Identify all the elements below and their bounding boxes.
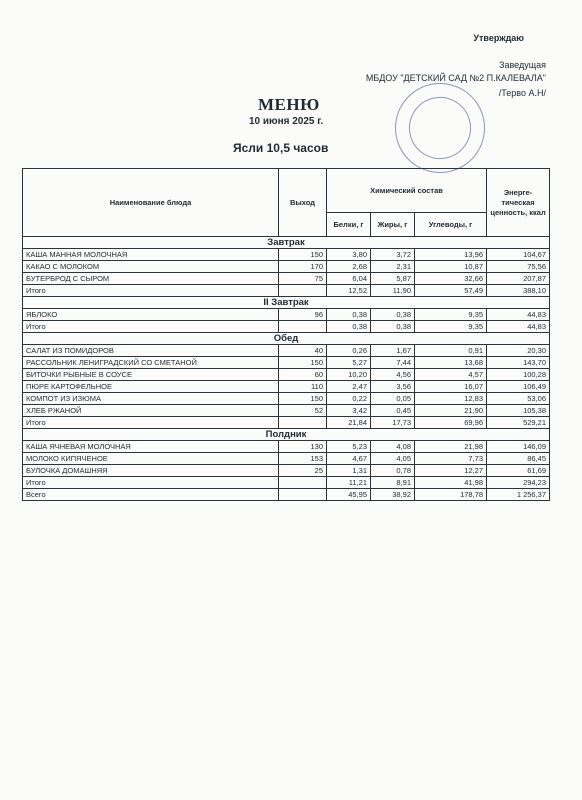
dish-name: БУТЕРБРОД С СЫРОМ [23, 273, 279, 285]
carbs-total: 9,35 [415, 321, 487, 333]
output-cell: 52 [279, 405, 327, 417]
fat-total: 0,38 [371, 321, 415, 333]
protein-cell: 5,27 [327, 357, 371, 369]
section-title: Полдник [23, 429, 550, 441]
output-cell [279, 477, 327, 489]
energy-total: 294,23 [487, 477, 550, 489]
table-row [23, 393, 550, 405]
fat-cell: 3,72 [371, 249, 415, 261]
fat-cell: 4,08 [371, 441, 415, 453]
section-title: II Завтрак [23, 297, 550, 309]
carbs-cell: 0,91 [415, 345, 487, 357]
carbs-cell: 21,98 [415, 441, 487, 453]
energy-cell: 75,56 [487, 261, 550, 273]
carbs-grand-total: 178,78 [415, 489, 487, 501]
section-total-row [23, 417, 550, 429]
menu-body [23, 237, 550, 501]
output-cell [279, 285, 327, 297]
carbs-cell: 13,68 [415, 357, 487, 369]
protein-grand-total: 45,95 [327, 489, 371, 501]
carbs-cell: 12,83 [415, 393, 487, 405]
dish-name: БУЛОЧКА ДОМАШНЯЯ [23, 465, 279, 477]
fat-total: 11,90 [371, 285, 415, 297]
section-title: Обед [23, 333, 550, 345]
header-composition: Химический состав [327, 169, 487, 213]
output-cell: 96 [279, 309, 327, 321]
grand-total-row [23, 489, 550, 501]
protein-cell: 2,68 [327, 261, 371, 273]
table-row [23, 345, 550, 357]
carbs-cell: 21,90 [415, 405, 487, 417]
section-total-row [23, 477, 550, 489]
fat-cell: 0,45 [371, 405, 415, 417]
table-row [23, 369, 550, 381]
protein-cell: 1,31 [327, 465, 371, 477]
fat-cell: 4,56 [371, 369, 415, 381]
output-cell: 40 [279, 345, 327, 357]
table-row [23, 381, 550, 393]
fat-cell: 3,56 [371, 381, 415, 393]
section-header-row [23, 333, 550, 345]
energy-total: 388,10 [487, 285, 550, 297]
approve-label: Утверждаю [473, 33, 524, 43]
energy-grand-total: 1 256,37 [487, 489, 550, 501]
carbs-total: 57,49 [415, 285, 487, 297]
dish-name: РАССОЛЬНИК ЛЕНИГРАДСКИЙ СО СМЕТАНОЙ [23, 357, 279, 369]
output-cell: 75 [279, 273, 327, 285]
output-cell: 110 [279, 381, 327, 393]
protein-total: 11,21 [327, 477, 371, 489]
protein-total: 12,52 [327, 285, 371, 297]
output-cell: 130 [279, 441, 327, 453]
energy-cell: 104,67 [487, 249, 550, 261]
carbs-total: 69,96 [415, 417, 487, 429]
section-title: Завтрак [23, 237, 550, 249]
output-cell: 150 [279, 357, 327, 369]
energy-cell: 207,87 [487, 273, 550, 285]
approver-position: Заведущая [499, 60, 546, 70]
energy-cell: 61,69 [487, 465, 550, 477]
energy-cell: 106,49 [487, 381, 550, 393]
energy-cell: 86,45 [487, 453, 550, 465]
carbs-cell: 10,87 [415, 261, 487, 273]
section-total-row [23, 285, 550, 297]
table-row [23, 441, 550, 453]
fat-cell: 5,87 [371, 273, 415, 285]
output-cell [279, 321, 327, 333]
total-label: Итого [23, 477, 279, 489]
total-label: Итого [23, 321, 279, 333]
protein-total: 0,38 [327, 321, 371, 333]
dish-name: САЛАТ ИЗ ПОМИДОРОВ [23, 345, 279, 357]
carbs-cell: 4,57 [415, 369, 487, 381]
output-cell [279, 489, 327, 501]
protein-cell: 10,20 [327, 369, 371, 381]
protein-cell: 4,67 [327, 453, 371, 465]
approver-signature: /Терво А.Н/ [498, 88, 546, 98]
carbs-cell: 12,27 [415, 465, 487, 477]
section-header-row [23, 429, 550, 441]
dish-name: ПЮРЕ КАРТОФЕЛЬНОЕ [23, 381, 279, 393]
table-row [23, 249, 550, 261]
header-energy: Энерге-тическая ценность, ккал [487, 169, 550, 237]
fat-cell: 4,05 [371, 453, 415, 465]
dish-name: КАША МАННАЯ МОЛОЧНАЯ [23, 249, 279, 261]
carbs-cell: 7,73 [415, 453, 487, 465]
output-cell: 150 [279, 249, 327, 261]
section-header-row [23, 297, 550, 309]
output-cell: 25 [279, 465, 327, 477]
fat-cell: 0,38 [371, 309, 415, 321]
header-dish: Наименование блюда [23, 169, 279, 237]
organization-name: МБДОУ "ДЕТСКИЙ САД №2 П.КАЛЕВАЛА" [365, 73, 546, 83]
output-cell: 153 [279, 453, 327, 465]
dish-name: КАША ЯЧНЕВАЯ МОЛОЧНАЯ [23, 441, 279, 453]
group-name: Ясли 10,5 часов [233, 141, 329, 155]
dish-name: ХЛЕБ РЖАНОЙ [23, 405, 279, 417]
table-row [23, 453, 550, 465]
protein-cell: 3,42 [327, 405, 371, 417]
output-cell: 170 [279, 261, 327, 273]
dish-name: КОМПОТ ИЗ ИЗЮМА [23, 393, 279, 405]
protein-cell: 0,38 [327, 309, 371, 321]
stamp-inner-ring [397, 85, 482, 170]
energy-cell: 20,30 [487, 345, 550, 357]
carbs-cell: 13,96 [415, 249, 487, 261]
energy-cell: 53,06 [487, 393, 550, 405]
carbs-cell: 32,66 [415, 273, 487, 285]
energy-cell: 44,83 [487, 309, 550, 321]
menu-date: 10 июня 2025 г. [249, 116, 324, 127]
page-title: МЕНЮ [258, 95, 320, 114]
header-carbs: Углеводы, г [415, 213, 487, 237]
header-protein: Белки, г [327, 213, 371, 237]
dish-name: БИТОЧКИ РЫБНЫЕ В СОУСЕ [23, 369, 279, 381]
protein-cell: 2,47 [327, 381, 371, 393]
energy-total: 529,21 [487, 417, 550, 429]
fat-total: 8,91 [371, 477, 415, 489]
header-fat: Жиры, г [371, 213, 415, 237]
protein-total: 21,84 [327, 417, 371, 429]
protein-cell: 0,22 [327, 393, 371, 405]
output-cell [279, 417, 327, 429]
total-label: Итого [23, 417, 279, 429]
protein-cell: 5,23 [327, 441, 371, 453]
fat-cell: 7,44 [371, 357, 415, 369]
protein-cell: 3,80 [327, 249, 371, 261]
energy-cell: 105,38 [487, 405, 550, 417]
energy-total: 44,83 [487, 321, 550, 333]
fat-grand-total: 38,92 [371, 489, 415, 501]
carbs-total: 41,98 [415, 477, 487, 489]
menu-table [22, 168, 550, 501]
energy-cell: 143,70 [487, 357, 550, 369]
dish-name: МОЛОКО КИПЯЧЕНОЕ [23, 453, 279, 465]
table-row [23, 405, 550, 417]
fat-cell: 2,31 [371, 261, 415, 273]
carbs-cell: 9,35 [415, 309, 487, 321]
section-total-row [23, 321, 550, 333]
protein-cell: 6,04 [327, 273, 371, 285]
grand-total-label: Всего [23, 489, 279, 501]
header-output: Выход [279, 169, 327, 237]
table-row [23, 465, 550, 477]
energy-cell: 146,09 [487, 441, 550, 453]
fat-total: 17,73 [371, 417, 415, 429]
total-label: Итого [23, 285, 279, 297]
fat-cell: 1,67 [371, 345, 415, 357]
table-row [23, 309, 550, 321]
table-row [23, 357, 550, 369]
output-cell: 60 [279, 369, 327, 381]
fat-cell: 0,78 [371, 465, 415, 477]
output-cell: 150 [279, 393, 327, 405]
dish-name: ЯБЛОКО [23, 309, 279, 321]
table-row [23, 261, 550, 273]
section-header-row [23, 237, 550, 249]
energy-cell: 100,28 [487, 369, 550, 381]
carbs-cell: 16,07 [415, 381, 487, 393]
table-row [23, 273, 550, 285]
protein-cell: 0,26 [327, 345, 371, 357]
dish-name: КАКАО С МОЛОКОМ [23, 261, 279, 273]
fat-cell: 0,05 [371, 393, 415, 405]
